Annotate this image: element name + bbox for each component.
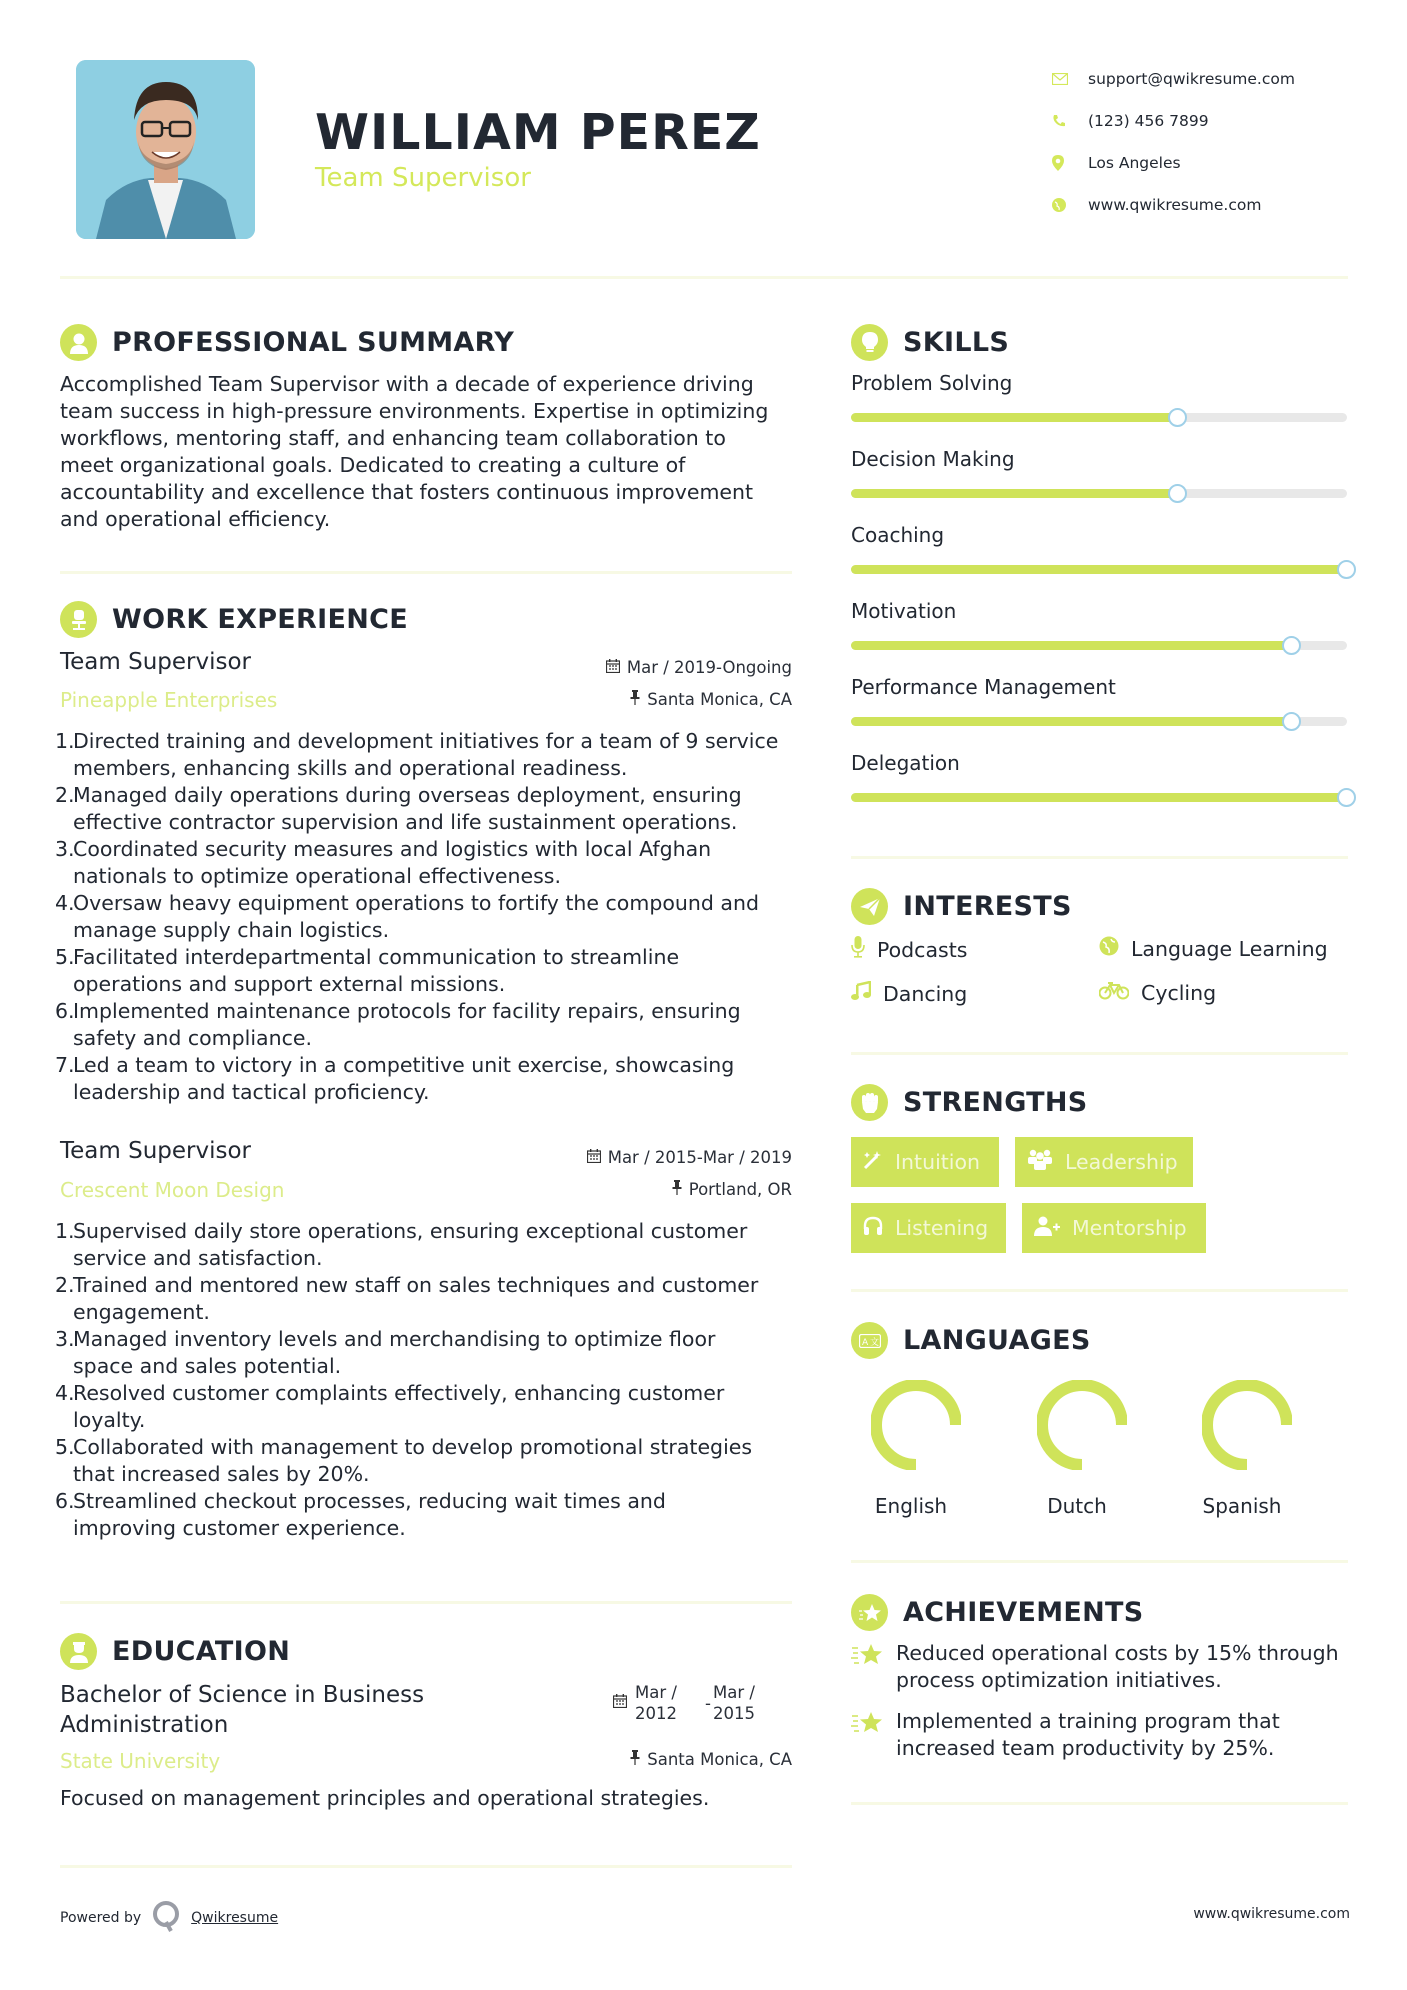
map-pin-icon [1050,155,1088,171]
magic-wand-icon [863,1150,883,1175]
skill-motivation: Motivation [851,599,1351,650]
pushpin-icon [630,690,640,709]
education-description: Focused on management principles and operational strategies. [60,1786,710,1810]
job-dates: Mar / 2019-Ongoing [606,658,792,677]
interest-item: Language Learning [1099,936,1328,961]
language-progress-ring [1037,1380,1127,1470]
strengths-heading: STRENGTHS [851,1084,1088,1121]
skill-bar [851,489,1347,498]
skill-problem-solving: Problem Solving [851,371,1351,422]
summary-text: Accomplished Team Supervisor with a decade of experience driving team success in high-pressure environments. Expertise in optimizing workflows, mentoring staff, and enhancing team collaboration to meet organizational goals. Dedicated to creating a culture of accountability and excellence that fosters continuous improvement and operational efficiency. [60,372,769,531]
skill-delegation: Delegation [851,751,1351,802]
bicycle-icon [1099,981,1129,1005]
globe-icon [1099,936,1119,961]
summary-divider [60,571,792,574]
bullet-item: 4. Resolved customer complaints effectively, enhancing customer loyalty. [55,1381,725,1432]
graduate-icon [60,1633,97,1670]
paper-plane-icon [851,888,888,925]
summary-heading: PROFESSIONAL SUMMARY [60,324,514,361]
skill-level-handle [1337,788,1356,807]
bullet-item: 2. Trained and mentored new staff on sales techniques and customer engagement. [55,1273,759,1324]
header-divider [60,276,1348,279]
job-bullets [55,1218,758,1542]
language-icon [851,1322,888,1359]
bullet-item: 2. Managed daily operations during overseas deployment, ensuring effective contractor supervision and life sustainment operations. [55,783,742,834]
achievements-divider [851,1802,1348,1805]
skill-bar [851,641,1347,650]
degree-title: Bachelor of Science in Business Administration [60,1682,425,1738]
education-divider [60,1865,792,1868]
language-progress-ring [1202,1380,1292,1470]
qwikresume-logo-icon [151,1900,181,1936]
candidate-title: Team Supervisor [315,163,531,193]
language-progress-ring [871,1380,961,1470]
job-bullets [55,728,778,1106]
lightbulb-icon [851,324,888,361]
shooting-star-icon [851,1640,896,1694]
microphone-icon [851,936,865,963]
skill-bar [851,413,1347,422]
strength-chip: Leadership [1015,1137,1193,1187]
strength-chip: Intuition [851,1137,999,1187]
job-dates: Mar / 2015-Mar / 2019 [587,1148,792,1167]
raised-fist-icon [851,1084,888,1121]
job-title: Team Supervisor [60,649,251,675]
skills-heading: SKILLS [851,324,1009,361]
user-plus-icon [1034,1216,1060,1241]
skill-level-handle [1337,560,1356,579]
footer-website-link[interactable]: www.qwikresume.com [1193,1906,1350,1922]
bullet-item: 1. Directed training and development initiatives for a team of 9 service members, enhancing skills and operational readiness. [55,729,779,780]
location-text: Los Angeles [1088,154,1181,172]
globe-icon [1050,198,1088,212]
pushpin-icon [630,1750,640,1769]
achievement-item: Implemented a training program that increased team productivity by 25%. [851,1708,1280,1762]
website-text: www.qwikresume.com [1088,196,1262,214]
skill-level-handle [1282,712,1301,731]
email-text: support@qwikresume.com [1088,70,1295,88]
star-badge-icon [851,1594,888,1631]
qwikresume-link[interactable]: Qwikresume [191,1910,279,1926]
contact-block [1050,58,1295,226]
phone-icon [1050,114,1088,128]
experience-heading: WORK EXPERIENCE [60,601,408,638]
languages-divider [851,1560,1348,1563]
skills-divider [851,856,1348,859]
headphones-icon [863,1216,883,1241]
skill-decision-making: Decision Making [851,447,1351,498]
user-icon [60,324,97,361]
pushpin-icon [672,1180,682,1199]
skill-bar [851,793,1347,802]
contact-website[interactable] [1050,184,1295,226]
phone-text: (123) 456 7899 [1088,112,1209,130]
candidate-name: WILLIAM PEREZ [315,104,761,161]
company-name: Pineapple Enterprises [60,688,278,712]
skill-level-handle [1282,636,1301,655]
language-item-dutch: Dutch [1022,1380,1132,1518]
calendar-icon [587,1148,601,1167]
bullet-item: 6. Streamlined checkout processes, reducing wait times and improving customer experience. [55,1489,666,1540]
job-location: Portland, OR [672,1180,792,1199]
group-icon [1027,1149,1053,1176]
skill-coaching: Coaching [851,523,1351,574]
shooting-star-icon [851,1708,896,1762]
languages-heading: A 文 LANGUAGES [851,1322,1091,1359]
strengths-divider [851,1289,1348,1292]
education-location: Santa Monica, CA [630,1750,792,1769]
skill-level-handle [1168,408,1187,427]
skill-bar [851,717,1347,726]
calendar-icon [606,658,620,677]
bullet-item: 4. Oversaw heavy equipment operations to fortify the compound and manage supply chain logistics. [55,891,759,942]
bullet-item: 3. Coordinated security measures and logistics with local Afghan nationals to optimize operational effectiveness. [55,837,712,888]
envelope-icon [1050,73,1088,85]
interests-divider [851,1052,1348,1055]
interest-item: Podcasts [851,936,967,963]
skill-performance-management: Performance Management [851,675,1351,726]
job-title: Team Supervisor [60,1138,251,1164]
language-item-english: English [856,1380,966,1518]
education-dates: Mar / 2012 - Mar / 2015 [613,1682,755,1724]
education-heading: EDUCATION [60,1633,290,1670]
footer-powered-by: Powered by Qwikresume [60,1900,278,1936]
experience-divider [60,1601,792,1604]
language-item-spanish: Spanish [1187,1380,1297,1518]
svg-text:A: A [861,1337,868,1348]
svg-text:文: 文 [869,1337,879,1348]
bullet-item: 3. Managed inventory levels and merchandising to optimize floor space and sales potential. [55,1327,716,1378]
company-name: Crescent Moon Design [60,1178,285,1202]
bullet-item: 7. Led a team to victory in a competitive unit exercise, showcasing leadership and tactical proficiency. [55,1053,735,1104]
bullet-item: 1. Supervised daily store operations, ensuring exceptional customer service and satisfaction. [55,1219,748,1270]
skill-bar [851,565,1347,574]
bullet-item: 6. Implemented maintenance protocols for facility repairs, ensuring safety and compliance. [55,999,741,1050]
contact-location [1050,142,1295,184]
office-chair-icon [60,601,97,638]
calendar-icon [613,1692,627,1713]
bullet-item: 5. Collaborated with management to develop promotional strategies that increased sales by 20%. [55,1435,753,1486]
strength-chip: Listening [851,1203,1006,1253]
contact-email[interactable] [1050,58,1295,100]
strength-chip: Mentorship [1022,1203,1206,1253]
interest-item: Dancing [851,981,967,1006]
bullet-item: 5. Facilitated interdepartmental communication to streamline operations and support external missions. [55,945,680,996]
skill-level-handle [1168,484,1187,503]
profile-photo [76,60,255,239]
interest-item: Cycling [1099,981,1216,1005]
achievements-heading: ACHIEVEMENTS [851,1594,1144,1631]
achievement-item: Reduced operational costs by 15% through process optimization initiatives. [851,1640,1339,1694]
job-location: Santa Monica, CA [630,690,792,709]
interests-heading: INTERESTS [851,888,1072,925]
school-name: State University [60,1749,221,1773]
contact-phone[interactable] [1050,100,1295,142]
music-note-icon [851,981,871,1006]
